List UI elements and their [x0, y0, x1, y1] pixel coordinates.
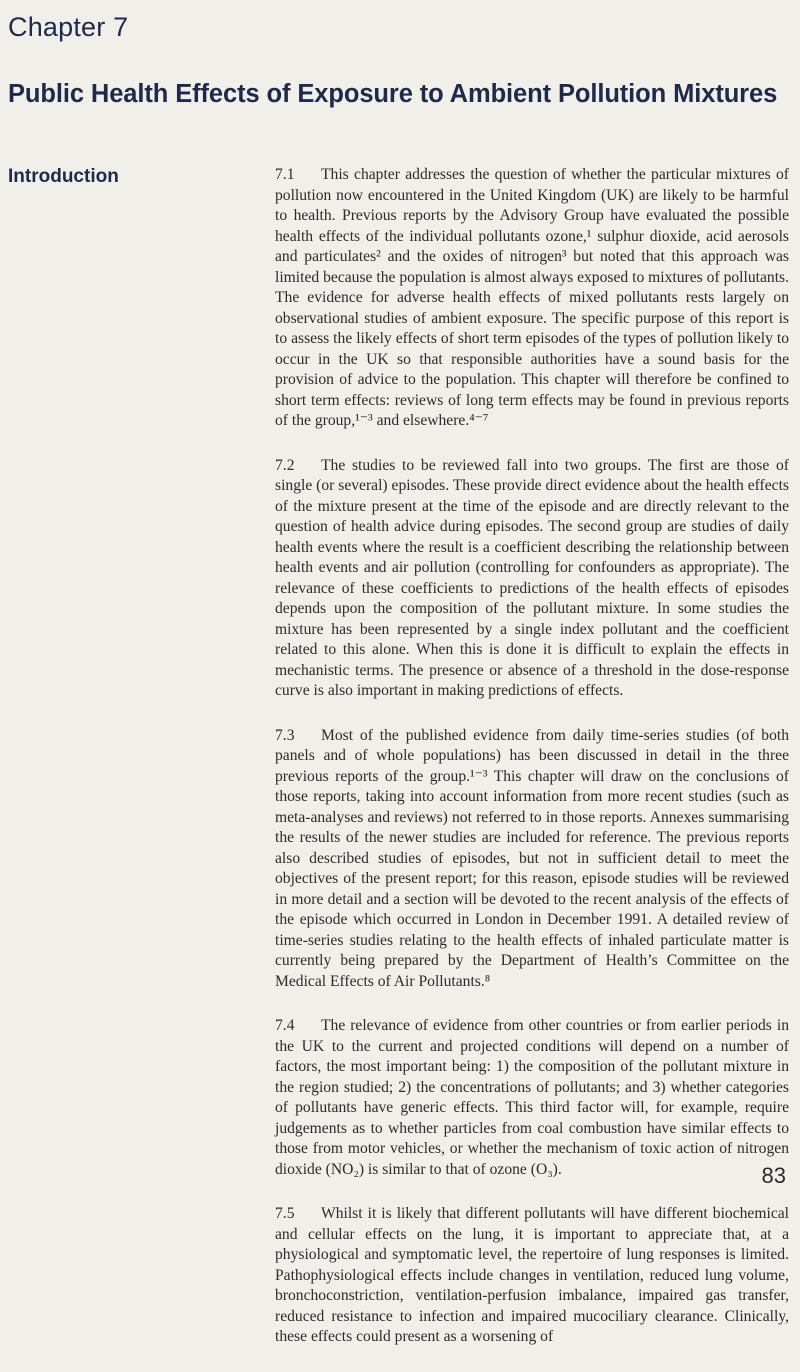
chapter-title: Public Health Effects of Exposure to Ambient Pollution Mixtures	[8, 80, 778, 108]
paragraph-number: 7.1	[275, 166, 295, 183]
paragraph-7-3	[275, 726, 789, 993]
section-heading-introduction: Introduction	[8, 166, 119, 187]
paragraph-text: The relevance of evidence from other countries or from earlier periods in the UK to the current and projected conditions will depend on a number of factors, the most important being: 1) the composition of the pollutant mixture in the region studied; 2) the concentrations of pollutants; and 3) whether categories of pollutants have generic effects. This third factor will, for example, require judgements as to whether particles from coal combustion have similar effects to those from motor vehicles, or whether the mechanism of toxic action of nitrogen dioxide (NO₂) is similar to that of ozone (O₃).	[275, 1017, 789, 1178]
paragraph-text: The studies to be reviewed fall into two groups. The first are those of single (or several) episodes. These provide direct evidence about the health effects of the mixture present at the time of the episode and are directly relevant to the question of health advice during episodes. The second group are studies of daily health events where the result is a coefficient describing the relationship between health events and air pollution (controlling for confounders as appropriate). The relevance of these coefficients to predictions of the health effects of episodes depends upon the composition of the pollutant mixture. In some studies the mixture has been represented by a single index pollutant and the coefficient related to this alone. When this is done it is difficult to explain the effects in mechanistic terms. The presence or absence of a threshold in the dose-response curve is also important in making predictions of effects.	[275, 456, 789, 699]
paragraph-number: 7.2	[275, 456, 295, 474]
paragraph-text: Most of the published evidence from daily time-series studies (of both panels and of whole populations) has been discussed in detail in the three previous reports of the group.¹⁻³ This chapter will draw on the conclusions of those reports, taking into account information from more recent studies (such as meta-analyses and reviews) not referred to in those reports. Annexes summarising the results of the newer studies are included for reference. The previous reports also described studies of episodes, but not in sufficient detail to meet the objectives of the present report; for this reason, episode studies will be reviewed in more detail and a section will be devoted to the recent analysis of the effects of the episode which occurred in London in December 1991. A detailed review of time-series studies relating to the health effects of inhaled particulate matter is currently being prepared by the Department of Health’s Committee on the Medical Effects of Air Pollutants.⁸	[275, 726, 789, 990]
chapter-label: Chapter 7	[8, 12, 129, 42]
paragraph-text: Whilst it is likely that different pollutants will have different biochemical and cellular effects on the lung, it is important to appreciate that, at a physiological and symptomatic level, the repertoire of lung responses is limited. Pathophysiological effects include changes in ventilation, reduced lung volume, bronchoconstriction, ventilation-perfusion imbalance, impaired gas transfer, reduced resistance to infection and impaired mucociliary clearance. Clinically, these effects could present as a worsening of	[275, 1205, 789, 1345]
paragraph-7-5	[275, 1204, 789, 1348]
paragraph-7-1	[275, 165, 789, 432]
page-number: 83	[761, 1163, 786, 1188]
body-text	[275, 165, 789, 1372]
paragraph-number: 7.5	[275, 1205, 295, 1222]
paragraph-number: 7.3	[275, 726, 295, 744]
paragraph-7-4	[275, 1016, 789, 1180]
paragraph-text: This chapter addresses the question of whether the particular mixtures of pollution now encountered in the United Kingdom (UK) are likely to be harmful to health. Previous reports by the Advisory Group have evaluated the possible health effects of the individual pollutants ozone,¹ sulphur dioxide, acid aerosols and particulates² and the oxides of nitrogen³ but noted that this approach was limited because the population is almost always exposed to mixtures of pollutants. The evidence for adverse health effects of mixed pollutants rests largely on observational studies of ambient exposure. The specific purpose of this report is to assess the likely effects of short term episodes of the types of pollution likely to occur in the UK so that responsible authorities have a sound basis for the provision of advice to the population. This chapter will therefore be confined to short term effects: reviews of long term effects may be found in previous reports of the group,¹⁻³ and elsewhere.⁴⁻⁷	[275, 166, 789, 429]
paragraph-7-2	[275, 456, 789, 702]
paragraph-number: 7.4	[275, 1017, 295, 1034]
